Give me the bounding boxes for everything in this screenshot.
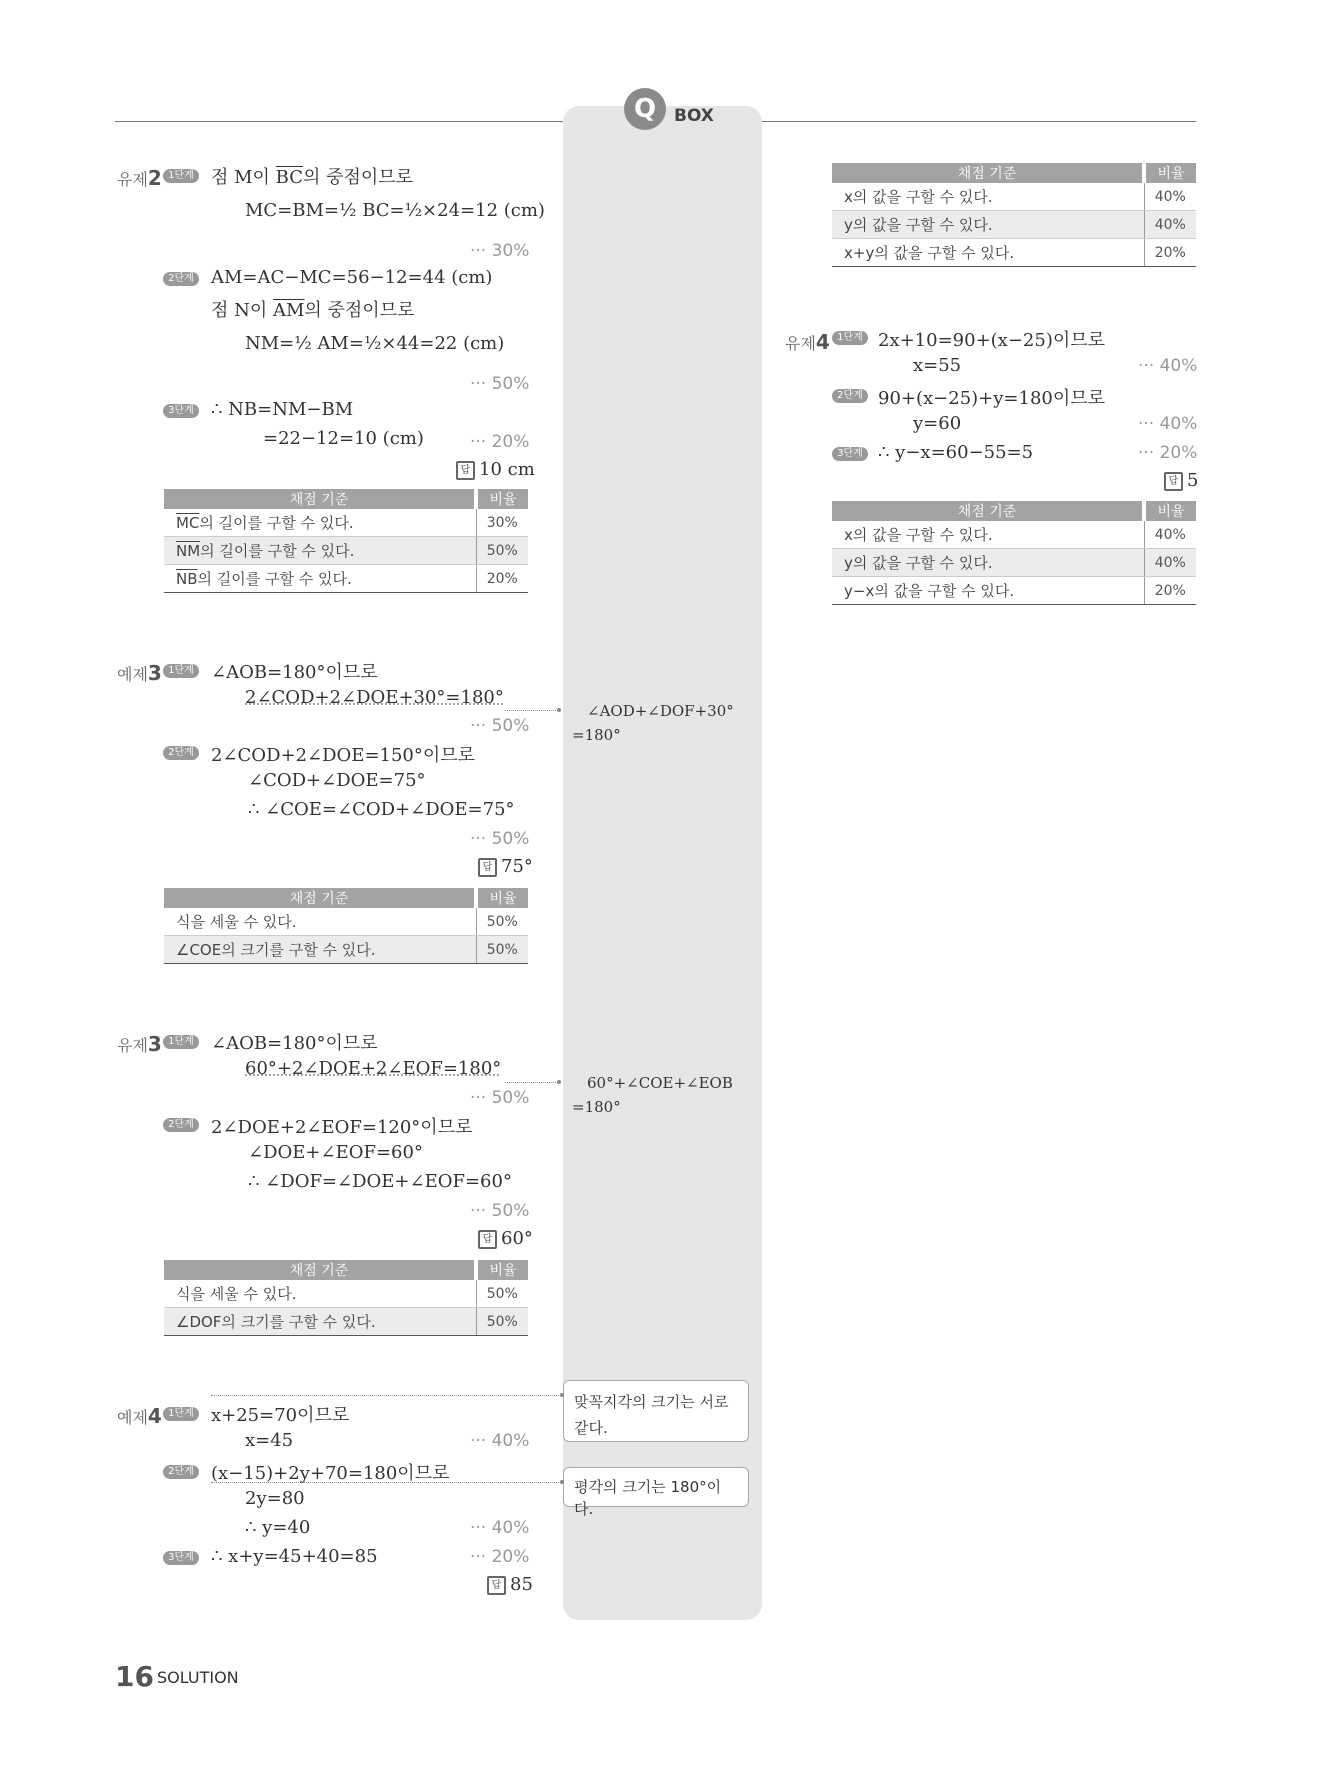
answer <box>478 856 533 877</box>
solution-line: ∴ ∠COE=∠COD+∠DOE=75° <box>248 799 515 820</box>
solution-line: 2∠COD+2∠DOE=150°이므로 <box>211 745 476 766</box>
qbox-note: =180° <box>572 726 621 744</box>
scoring-table <box>164 1260 528 1336</box>
solution-line: x+25=70이므로 <box>211 1405 350 1426</box>
criterion: 식을 세울 수 있다. <box>164 1280 476 1308</box>
segment: $\overline{BC}$ <box>275 167 303 188</box>
score-percent: ··· 40% <box>1138 414 1198 434</box>
solution-line: ∴ y−x=60−55=5 <box>878 442 1034 463</box>
rate: 50% <box>476 936 528 964</box>
problem-2-heading <box>117 166 162 190</box>
score-percent: ··· 40% <box>1138 356 1198 376</box>
qbox-note-box: 평각의 크기는 180°이다. <box>563 1467 749 1507</box>
solution-line: ∴ x+y=45+40=85 <box>211 1546 378 1567</box>
leader-line <box>505 710 560 711</box>
score-percent: ··· 40% <box>470 1431 530 1451</box>
solution-line: 2x+10=90+(x−25)이므로 <box>878 330 1106 351</box>
table-header: 비율 <box>476 1260 528 1280</box>
solution-line: 60°+2∠DOE+2∠EOF=180° <box>245 1058 502 1079</box>
solution-line: ∠AOB=180°이므로 <box>211 1033 378 1054</box>
table-row <box>832 211 1196 239</box>
answer-value: 10 cm <box>479 459 535 480</box>
problem-head: 유제 <box>117 170 148 189</box>
rate: 40% <box>1144 549 1196 577</box>
header-rule-right <box>762 121 1196 122</box>
leader-line <box>211 1395 563 1396</box>
table-row <box>164 908 528 936</box>
step-badge: 1단계 <box>163 1035 199 1049</box>
problem-head: 유제 <box>785 334 816 353</box>
solution-line: (x−15)+2y+70=180이므로 <box>211 1463 450 1484</box>
solution-line: ∠AOB=180°이므로 <box>211 662 378 683</box>
scoring-table <box>164 888 528 964</box>
rate: 50% <box>476 908 528 936</box>
solution-line: MC=BM=½ BC=½×24=12 (cm) <box>245 200 545 221</box>
criterion: y−x의 값을 구할 수 있다. <box>832 577 1144 605</box>
table-header: 비율 <box>1144 501 1196 521</box>
step-badge: 1단계 <box>163 1407 199 1421</box>
score-percent: ··· 20% <box>470 432 530 452</box>
step-badge: 3단계 <box>832 447 868 461</box>
segment: $\overline{AM}$ <box>272 300 305 321</box>
problem-number: 2 <box>147 166 162 190</box>
rate: 50% <box>476 537 528 565</box>
solution-line <box>211 163 413 189</box>
solution-line: =22−12=10 (cm) <box>263 428 424 449</box>
step-badge: 2단계 <box>163 272 199 286</box>
rate: 40% <box>1144 183 1196 211</box>
answer-icon: 답 <box>478 858 497 877</box>
criterion: ∠DOF의 크기를 구할 수 있다. <box>164 1308 476 1336</box>
text: 점 N이 <box>211 300 273 321</box>
criterion: y의 값을 구할 수 있다. <box>832 549 1144 577</box>
solution-line: ∴ NB=NM−BM <box>211 399 354 420</box>
qbox-label: BOX <box>674 106 714 126</box>
solution-line: AM=AC−MC=56−12=44 (cm) <box>211 267 493 288</box>
solution-line: ∠DOE+∠EOF=60° <box>248 1142 423 1163</box>
answer <box>478 1228 533 1249</box>
step-badge: 2단계 <box>832 389 868 403</box>
header-rule-left <box>115 121 563 122</box>
qbox-note: ∠AOD+∠DOF+30° <box>587 702 734 720</box>
answer <box>1164 470 1198 491</box>
problem-4-heading <box>785 330 830 354</box>
qbox-note: 60°+∠COE+∠EOB <box>587 1074 733 1092</box>
problem-number: 4 <box>815 330 830 354</box>
step-badge: 2단계 <box>163 746 199 760</box>
solution-line: 2∠COD+2∠DOE+30°=180° <box>245 687 504 708</box>
text: 의 중점이므로 <box>304 300 415 321</box>
table-header: 채점 기준 <box>832 163 1144 183</box>
answer-value: 75° <box>501 856 533 877</box>
problem-head: 유제 <box>117 1036 148 1055</box>
solution-line: y=60 <box>913 413 962 434</box>
table-row <box>832 577 1196 605</box>
answer-icon: 답 <box>1164 472 1183 491</box>
table-row <box>164 565 528 593</box>
table-row <box>164 1308 528 1336</box>
leader-dot <box>557 708 561 712</box>
criterion <box>164 537 476 565</box>
solution-line <box>211 296 414 322</box>
text: 의 길이를 구할 수 있다. <box>197 570 352 588</box>
qbox-note-box: 맞꼭지각의 크기는 서로 같다. <box>563 1380 749 1442</box>
table-header: 채점 기준 <box>832 501 1144 521</box>
answer-value: 60° <box>501 1228 533 1249</box>
answer-value: 5 <box>1187 470 1199 491</box>
score-percent: ··· 50% <box>470 1201 530 1221</box>
rate: 50% <box>476 1280 528 1308</box>
leader-line <box>505 1082 560 1083</box>
criterion: x의 값을 구할 수 있다. <box>832 521 1144 549</box>
score-percent: ··· 50% <box>470 716 530 736</box>
table-row <box>164 1280 528 1308</box>
rate: 40% <box>1144 211 1196 239</box>
text: 의 길이를 구할 수 있다. <box>199 514 354 532</box>
answer-icon: 답 <box>478 1230 497 1249</box>
problem-number: 4 <box>147 1404 162 1428</box>
score-percent: ··· 30% <box>470 241 530 261</box>
scoring-table <box>832 501 1196 605</box>
problem-head: 예제 <box>117 665 148 684</box>
answer-icon: 답 <box>456 461 475 480</box>
step-badge: 3단계 <box>163 404 199 418</box>
problem-number: 3 <box>147 1032 162 1056</box>
answer-value: 85 <box>510 1574 533 1595</box>
answer <box>456 459 535 480</box>
solution-line: x=55 <box>913 355 962 376</box>
scoring-table <box>164 489 528 593</box>
score-percent: ··· 20% <box>470 1547 530 1567</box>
problem-number: 3 <box>147 661 162 685</box>
rate: 50% <box>476 1308 528 1336</box>
solution-line: x=45 <box>245 1430 294 1451</box>
solution-line: ∴ ∠DOF=∠DOE+∠EOF=60° <box>248 1171 512 1192</box>
solution-line: 2y=80 <box>245 1488 305 1509</box>
table-row <box>832 183 1196 211</box>
text: 의 길이를 구할 수 있다. <box>200 542 355 560</box>
step-badge: 2단계 <box>163 1118 199 1132</box>
solution-line: NM=½ AM=½×44=22 (cm) <box>245 333 505 354</box>
solution-line: 2∠DOE+2∠EOF=120°이므로 <box>211 1117 473 1138</box>
score-percent: ··· 50% <box>470 1088 530 1108</box>
criterion <box>164 509 476 537</box>
scoring-table <box>832 163 1196 267</box>
criterion: ∠COE의 크기를 구할 수 있다. <box>164 936 476 964</box>
segment: $\overline{NB}$ <box>176 570 198 588</box>
example-4-heading <box>117 1404 162 1428</box>
leader-dot <box>560 1393 564 1397</box>
solution-line: ∴ y=40 <box>245 1517 311 1538</box>
table-row <box>832 549 1196 577</box>
score-percent: ··· 50% <box>470 829 530 849</box>
rate: 30% <box>476 509 528 537</box>
criterion <box>164 565 476 593</box>
criterion: y의 값을 구할 수 있다. <box>832 211 1144 239</box>
problem-3-heading <box>117 1032 162 1056</box>
table-header: 비율 <box>476 888 528 908</box>
page-label: SOLUTION <box>157 1668 239 1687</box>
step-badge: 1단계 <box>832 331 868 345</box>
rate: 20% <box>1144 577 1196 605</box>
segment: $\overline{NM}$ <box>176 542 201 560</box>
table-header: 비율 <box>1144 163 1196 183</box>
page-number: 16 <box>115 1660 154 1693</box>
table-header: 채점 기준 <box>164 888 476 908</box>
solution-line: 90+(x−25)+y=180이므로 <box>878 388 1106 409</box>
rate: 20% <box>476 565 528 593</box>
leader-dot <box>560 1480 564 1484</box>
answer <box>487 1574 533 1595</box>
text: 점 M이 <box>211 167 276 188</box>
qbox-note: =180° <box>572 1098 621 1116</box>
score-percent: ··· 40% <box>470 1518 530 1538</box>
leader-dot <box>557 1080 561 1084</box>
score-percent: ··· 50% <box>470 374 530 394</box>
criterion: x의 값을 구할 수 있다. <box>832 183 1144 211</box>
table-row <box>164 537 528 565</box>
rate: 40% <box>1144 521 1196 549</box>
table-row <box>164 509 528 537</box>
step-badge: 1단계 <box>163 169 199 183</box>
step-badge: 2단계 <box>163 1465 199 1479</box>
criterion: x+y의 값을 구할 수 있다. <box>832 239 1144 267</box>
text: 의 중점이므로 <box>303 167 414 188</box>
problem-head: 예제 <box>117 1408 148 1427</box>
table-header: 채점 기준 <box>164 489 476 509</box>
score-percent: ··· 20% <box>1138 443 1198 463</box>
table-header: 비율 <box>476 489 528 509</box>
table-row <box>164 936 528 964</box>
segment: $\overline{MC}$ <box>176 514 200 532</box>
qbox-badge: Q <box>624 88 666 130</box>
answer-icon: 답 <box>487 1576 506 1595</box>
table-header: 채점 기준 <box>164 1260 476 1280</box>
rate: 20% <box>1144 239 1196 267</box>
criterion: 식을 세울 수 있다. <box>164 908 476 936</box>
step-badge: 3단계 <box>163 1551 199 1565</box>
solution-line: ∠COD+∠DOE=75° <box>248 770 426 791</box>
table-row <box>832 521 1196 549</box>
table-row <box>832 239 1196 267</box>
example-3-heading <box>117 661 162 685</box>
step-badge: 1단계 <box>163 664 199 678</box>
